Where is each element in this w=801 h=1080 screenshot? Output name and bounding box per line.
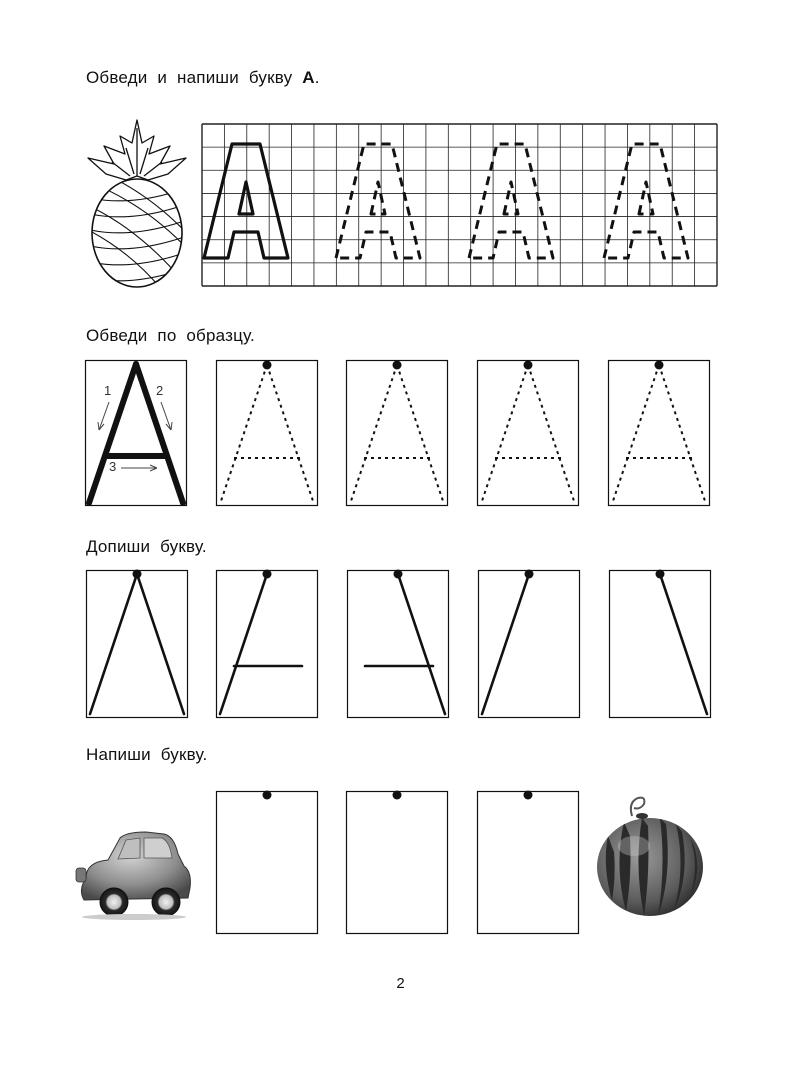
solid-letter-a (204, 144, 288, 258)
start-dot (393, 361, 402, 370)
finish-letter-card[interactable] (86, 570, 188, 718)
task-finish-letter-heading: Допиши букву. (86, 537, 207, 556)
dashed-letter-a[interactable] (336, 144, 420, 258)
dashed-letter-a[interactable] (604, 144, 688, 258)
target-letter: А (302, 68, 315, 87)
stroke-number-two: 2 (156, 383, 164, 398)
watermelon-icon (594, 796, 706, 918)
dotted-letter-card[interactable] (477, 360, 579, 506)
finish-letter-card[interactable] (478, 570, 580, 718)
sample-card (85, 360, 187, 506)
dashed-letter-a[interactable] (469, 144, 553, 258)
dotted-letter-card[interactable] (216, 360, 318, 506)
start-dot (263, 361, 272, 370)
start-dot (133, 570, 142, 579)
start-dot (525, 570, 534, 579)
task-write-letter-heading: Напиши букву. (86, 745, 208, 764)
finish-letter-card[interactable] (216, 570, 318, 718)
start-dot (263, 570, 272, 579)
task-heading-text: Обведи и напиши букву (86, 68, 303, 87)
finish-letter-card[interactable] (347, 570, 449, 718)
start-dot (656, 570, 665, 579)
toy-car-icon (74, 828, 196, 920)
stroke-number-one: 1 (104, 383, 112, 398)
page-number: 2 (396, 975, 405, 992)
write-letter-card[interactable] (477, 791, 579, 934)
task-trace-sample-heading: Обведи по образцу. (86, 326, 255, 345)
write-letter-card[interactable] (216, 791, 318, 934)
stroke-number-three: 3 (109, 459, 117, 474)
tracing-grid[interactable] (202, 124, 717, 286)
start-dot (524, 361, 533, 370)
start-dot (263, 791, 272, 800)
dotted-letter-card[interactable] (346, 360, 448, 506)
start-dot (393, 791, 402, 800)
finish-letter-card[interactable] (609, 570, 711, 718)
start-dot (394, 570, 403, 579)
task-heading-punct: . (314, 68, 320, 87)
task-trace-and-write-heading (86, 68, 320, 88)
write-letter-card[interactable] (346, 791, 448, 934)
start-dot (524, 791, 533, 800)
dotted-letter-card[interactable] (608, 360, 710, 506)
start-dot (655, 361, 664, 370)
pineapple-icon (82, 118, 192, 288)
